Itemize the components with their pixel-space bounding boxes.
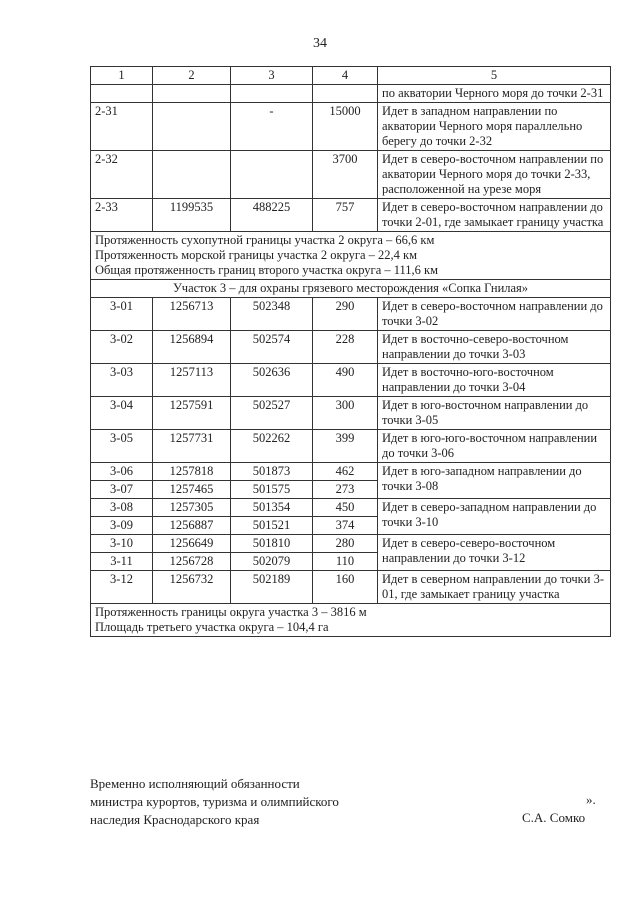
- length-cell: [313, 85, 378, 103]
- table-row: [91, 430, 611, 463]
- closing-quote-mark: ».: [586, 792, 596, 807]
- signer-title-line: Временно исполняющий обязанности: [90, 776, 300, 791]
- description-cell: Идет в северном направлении до точки 3-01, где замыкает границу участка: [378, 571, 611, 604]
- description-cell: Идет в восточно-северо-восточном направлении до точки 3-03: [378, 331, 611, 364]
- x-coord-cell: 1256894: [153, 331, 231, 364]
- length-cell: 300: [313, 397, 378, 430]
- description-cell: Идет в восточно-юго-восточном направлении до точки 3-04: [378, 364, 611, 397]
- y-coord-cell: -: [231, 103, 313, 151]
- point-cell: 3-04: [91, 397, 153, 430]
- y-coord-cell: 502079: [231, 553, 313, 571]
- y-coord-cell: 501810: [231, 535, 313, 553]
- x-coord-cell: 1199535: [153, 199, 231, 232]
- point-cell: 3-07: [91, 481, 153, 499]
- point-cell: 3-11: [91, 553, 153, 571]
- x-coord-cell: 1256649: [153, 535, 231, 553]
- summary-row: [91, 604, 611, 637]
- summary-row: [91, 232, 611, 280]
- y-coord-cell: 502636: [231, 364, 313, 397]
- header-cell: 4: [313, 67, 378, 85]
- description-cell: по акватории Черного моря до точки 2-31: [378, 85, 611, 103]
- length-cell: 273: [313, 481, 378, 499]
- x-coord-cell: 1257113: [153, 364, 231, 397]
- signer-title-line: министра курортов, туризма и олимпийского: [90, 794, 339, 809]
- length-cell: 462: [313, 463, 378, 481]
- x-coord-cell: 1256887: [153, 517, 231, 535]
- summary-line: Площадь третьего участка округа – 104,4 га: [95, 620, 329, 634]
- description-cell: Идет в юго-юго-восточном направлении до точки 3-06: [378, 430, 611, 463]
- length-cell: 3700: [313, 151, 378, 199]
- y-coord-cell: 502348: [231, 298, 313, 331]
- y-coord-cell: 501354: [231, 499, 313, 517]
- summary-cell: [91, 604, 611, 637]
- header-cell: 1: [91, 67, 153, 85]
- description-cell: Идет в северо-западном направлении до точки 3-10: [378, 499, 611, 535]
- table-row: [91, 331, 611, 364]
- table-row: [91, 364, 611, 397]
- signer-name: С.А. Сомко: [522, 810, 586, 825]
- table-row: [91, 499, 611, 517]
- point-cell: 3-09: [91, 517, 153, 535]
- y-coord-cell: 501873: [231, 463, 313, 481]
- description-cell: Идет в северо-восточном направлении по акватории Черного моря до точки 2-33, расположенной на урезе моря: [378, 151, 611, 199]
- x-coord-cell: 1256732: [153, 571, 231, 604]
- header-row: [91, 67, 611, 85]
- x-coord-cell: 1257305: [153, 499, 231, 517]
- length-cell: 110: [313, 553, 378, 571]
- length-cell: 290: [313, 298, 378, 331]
- length-cell: 374: [313, 517, 378, 535]
- x-coord-cell: 1257591: [153, 397, 231, 430]
- length-cell: 280: [313, 535, 378, 553]
- table-row: [91, 298, 611, 331]
- x-coord-cell: [153, 151, 231, 199]
- summary-line: Протяженность границы округа участка 3 – 3816 м: [95, 605, 367, 619]
- point-cell: 3-12: [91, 571, 153, 604]
- x-coord-cell: [153, 85, 231, 103]
- point-cell: 2-33: [91, 199, 153, 232]
- table-row: [91, 397, 611, 430]
- y-coord-cell: [231, 151, 313, 199]
- point-cell: 2-32: [91, 151, 153, 199]
- y-coord-cell: 501521: [231, 517, 313, 535]
- description-cell: Идет в северо-восточном направлении до точки 2-01, где замыкает границу участка: [378, 199, 611, 232]
- header-cell: 2: [153, 67, 231, 85]
- table-row: [91, 571, 611, 604]
- point-cell: 3-08: [91, 499, 153, 517]
- x-coord-cell: 1257731: [153, 430, 231, 463]
- length-cell: 160: [313, 571, 378, 604]
- table-row: [91, 199, 611, 232]
- x-coord-cell: 1257465: [153, 481, 231, 499]
- description-cell: Идет в юго-западном направлении до точки 3-08: [378, 463, 611, 499]
- length-cell: 490: [313, 364, 378, 397]
- summary-line: Протяженность морской границы участка 2 округа – 22,4 км: [95, 248, 418, 262]
- point-cell: [91, 85, 153, 103]
- y-coord-cell: 502262: [231, 430, 313, 463]
- description-cell: Идет в северо-восточном направлении до точки 3-02: [378, 298, 611, 331]
- point-cell: 3-06: [91, 463, 153, 481]
- description-cell: Идет в западном направлении по акватории Черного моря параллельно берегу до точки 2-32: [378, 103, 611, 151]
- length-cell: 450: [313, 499, 378, 517]
- summary-line: Общая протяженность границ второго участка округа – 111,6 км: [95, 263, 439, 277]
- table-row: [91, 103, 611, 151]
- point-cell: 3-05: [91, 430, 153, 463]
- summary-line: Протяженность сухопутной границы участка 2 округа – 66,6 км: [95, 233, 435, 247]
- table-row: [91, 85, 611, 103]
- table-row: [91, 463, 611, 481]
- length-cell: 757: [313, 199, 378, 232]
- y-coord-cell: 502527: [231, 397, 313, 430]
- length-cell: 399: [313, 430, 378, 463]
- y-coord-cell: [231, 85, 313, 103]
- signer-title-line: наследия Краснодарского края: [90, 812, 260, 827]
- table-row: [91, 535, 611, 553]
- point-cell: 3-01: [91, 298, 153, 331]
- y-coord-cell: 502189: [231, 571, 313, 604]
- length-cell: 15000: [313, 103, 378, 151]
- point-cell: 3-10: [91, 535, 153, 553]
- point-cell: 2-31: [91, 103, 153, 151]
- summary-cell: [91, 232, 611, 280]
- section-title-row: [91, 280, 611, 298]
- x-coord-cell: [153, 103, 231, 151]
- section-title: Участок 3 – для охраны грязевого месторождения «Сопка Гнилая»: [91, 280, 611, 298]
- header-cell: 5: [378, 67, 611, 85]
- x-coord-cell: 1256713: [153, 298, 231, 331]
- table-row: [91, 151, 611, 199]
- description-cell: Идет в юго-восточном направлении до точки 3-05: [378, 397, 611, 430]
- y-coord-cell: 502574: [231, 331, 313, 364]
- x-coord-cell: 1257818: [153, 463, 231, 481]
- length-cell: 228: [313, 331, 378, 364]
- page-number: 34: [313, 36, 327, 51]
- description-cell: Идет в северо-северо-восточном направлении до точки 3-12: [378, 535, 611, 571]
- point-cell: 3-02: [91, 331, 153, 364]
- y-coord-cell: 501575: [231, 481, 313, 499]
- boundary-table: [90, 66, 611, 637]
- point-cell: 3-03: [91, 364, 153, 397]
- y-coord-cell: 488225: [231, 199, 313, 232]
- header-cell: 3: [231, 67, 313, 85]
- x-coord-cell: 1256728: [153, 553, 231, 571]
